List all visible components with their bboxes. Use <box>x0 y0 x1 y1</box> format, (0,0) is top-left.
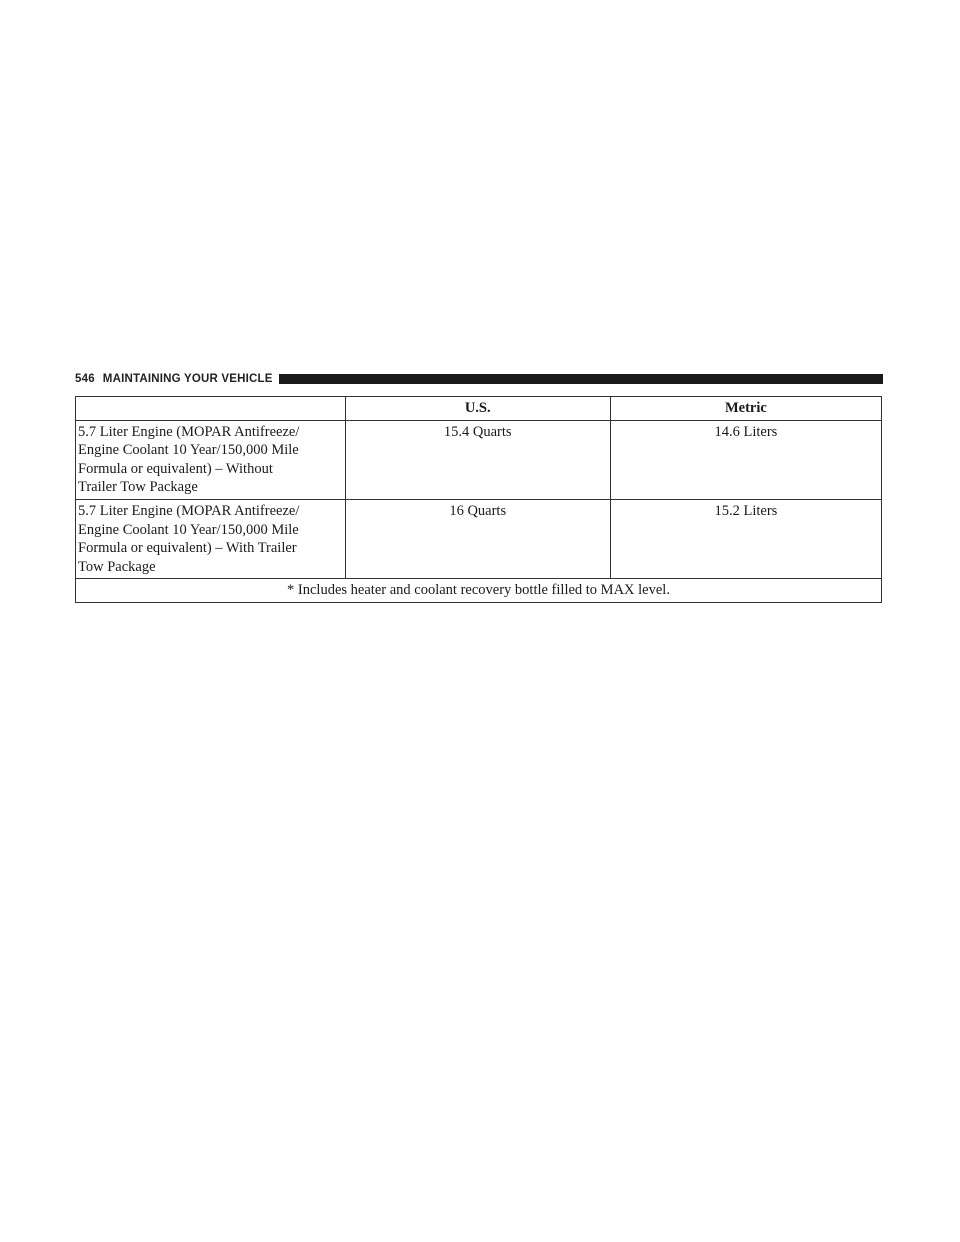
item-line: Formula or equivalent) – Without <box>78 460 273 477</box>
column-header-metric: Metric <box>610 397 881 421</box>
item-line: Engine Coolant 10 Year/150,000 Mile <box>78 442 299 459</box>
column-header-item <box>76 397 346 421</box>
item-line: 5.7 Liter Engine (MOPAR Antifreeze/ <box>78 423 300 440</box>
table-footnote: * Includes heater and coolant recovery bottle filled to MAX level. <box>76 579 882 603</box>
coolant-capacity-table <box>75 396 882 603</box>
page-number: 546 <box>75 373 95 385</box>
item-line: Trailer Tow Package <box>78 479 198 496</box>
item-line: Engine Coolant 10 Year/150,000 Mile <box>78 521 299 538</box>
table-row <box>76 499 882 578</box>
page-header <box>75 371 883 387</box>
table-cell-item <box>76 499 346 578</box>
item-line: Formula or equivalent) – With Trailer <box>78 540 297 557</box>
table-cell-us: 16 Quarts <box>345 499 610 578</box>
item-line: 5.7 Liter Engine (MOPAR Antifreeze/ <box>78 502 300 519</box>
table-cell-us: 15.4 Quarts <box>345 420 610 499</box>
table-cell-metric: 15.2 Liters <box>610 499 881 578</box>
table-cell-metric: 14.6 Liters <box>610 420 881 499</box>
item-line: Tow Package <box>78 558 156 575</box>
column-header-us: U.S. <box>345 397 610 421</box>
table-header-row <box>76 397 882 421</box>
section-title: MAINTAINING YOUR VEHICLE <box>102 373 273 385</box>
table-footnote-row <box>76 579 882 603</box>
table-cell-item <box>76 420 346 499</box>
table-row <box>76 420 882 499</box>
header-rule <box>279 374 883 384</box>
